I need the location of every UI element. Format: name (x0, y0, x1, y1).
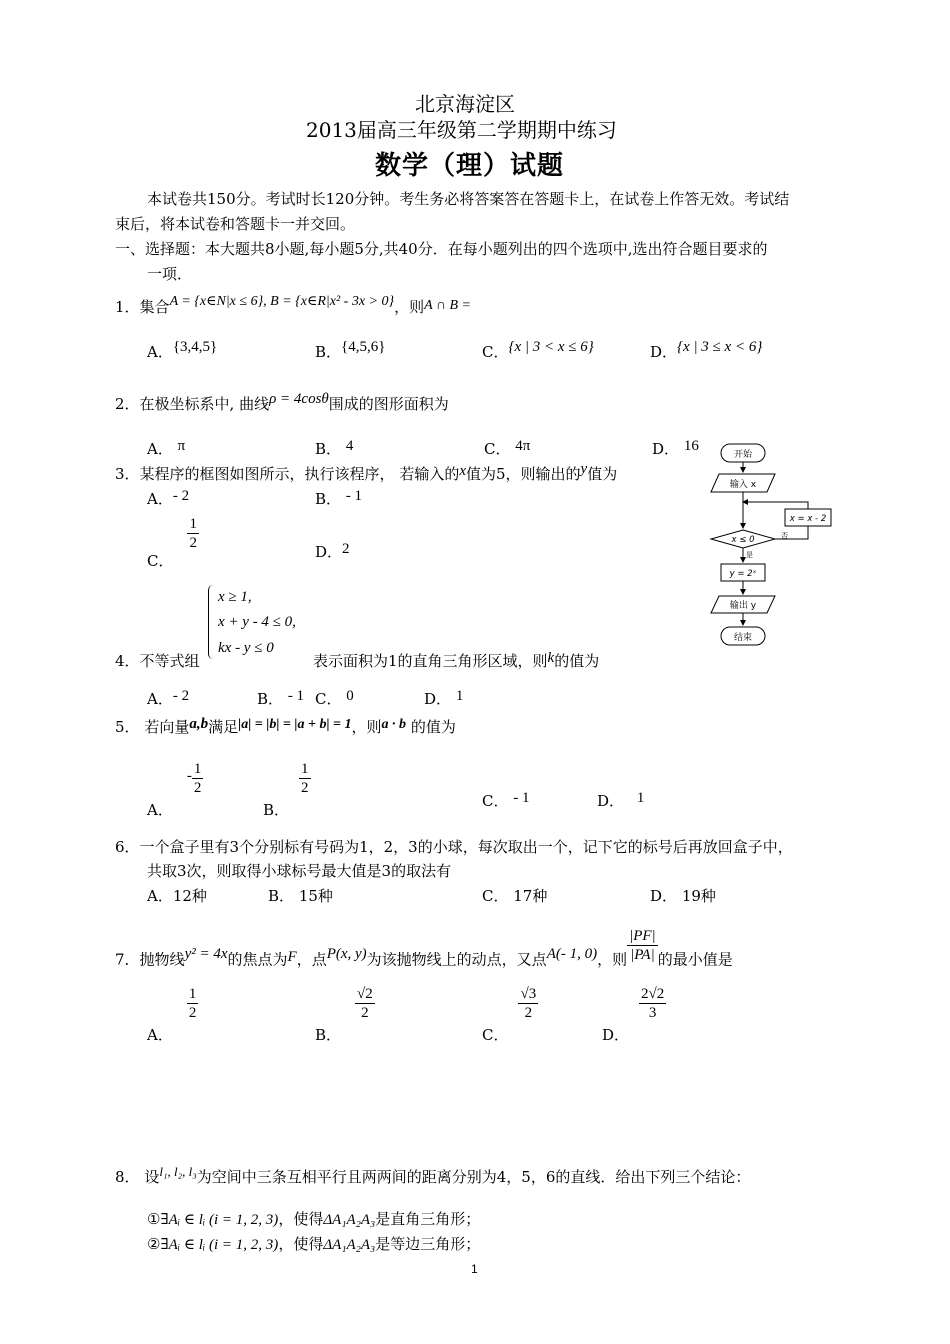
intro-line-2: 束后，将本试卷和答题卡一并交回。 (115, 215, 356, 233)
flowchart (705, 438, 835, 650)
q4-system-brace (208, 585, 213, 659)
q4-option-b: B． - 1 (257, 688, 305, 708)
q8-conclusion-1: ①∃Aᵢ ∈ lᵢ (i = 1, 2, 3)，使得ΔA₁A₂A₃是直角三角形； (147, 1210, 481, 1228)
q6-option-a: A．12种 (147, 887, 207, 905)
q2-option-a: A． π (147, 438, 186, 458)
q3-option-a: A．- 2 (147, 488, 190, 508)
q5-option-d: D． 1 (597, 790, 645, 810)
svg-text:x = x - 2: x = x - 2 (789, 514, 827, 524)
q6-option-b: B． 15种 (268, 887, 333, 905)
section-heading-2: 一项． (147, 265, 193, 283)
intro-line-1: 本试卷共150分。考试时长120分钟。考生务必将答案答在答题卡上，在试卷上作答无效。考试结 (147, 190, 790, 208)
q2-option-d: D． 16 (652, 438, 699, 458)
page-number: 1 (471, 1262, 478, 1276)
header-region: 北京海淀区 (415, 92, 515, 116)
q4-post: 表示面积为1的直角三角形区域，则k的值为 (313, 650, 600, 670)
question-5: 5． 若向量a,b满足|a| = |b| = |a + b| = 1，则a · b 的值为 (115, 716, 456, 736)
section-heading-1: 一、选择题：本大题共8小题,每小题5分,共40分．在每小题列出的四个选项中,选出符合题目要求的 (115, 240, 768, 258)
flowchart-end (721, 627, 765, 645)
q1-post: ，则 (394, 298, 425, 316)
question-7: 7．抛物线y² = 4x的焦点为F，点P(x, y)为该抛物线上的动点，又点A(- 1, 0)，则 $\frac{|PF|}{|PA|}$ 的最小值是 (115, 928, 733, 969)
q1-option-b: B．{4,5,6} (315, 339, 386, 361)
page-title: 数学（理）试题 (375, 151, 565, 181)
q5-option-a: A．- $\frac{1}{2}$ (147, 761, 202, 819)
question-6-line-2: 共取3次，则取得小球标号最大值是3的取法有 (147, 862, 452, 880)
svg-text:开始: 开始 (733, 450, 753, 460)
flowchart-condition (711, 530, 775, 548)
q1-number: 1． (115, 298, 140, 316)
flowchart-start (721, 444, 765, 462)
q6-option-d: D． 19种 (650, 887, 716, 905)
flowchart-input (711, 474, 775, 492)
svg-text:x ≤ 0: x ≤ 0 (731, 535, 755, 545)
q3-option-c: C． $\frac{1}{2}$ (147, 516, 197, 570)
flowchart-no-label: 否 (781, 532, 788, 540)
question-6: 6．一个盒子里有3个分别标有号码为1，2，3的小球，每次取出一个，记下它的标号后再放回盒子中， (115, 838, 793, 856)
question-8: 8． 设l₁, l₂, l₃为空间中三条互相平行且两两间的距离分别为4，5，6的直线．给出下列三个结论： (115, 1164, 751, 1186)
q4-sys-line-2: x + y - 4 ≤ 0, (218, 614, 296, 630)
question-1 (115, 294, 472, 318)
flowchart-output (711, 596, 775, 613)
q1-formula: A = {x∈N|x ≤ 6}, B = {x∈R|x² - 3x > 0} (169, 294, 395, 309)
q3-option-b: B． - 1 (315, 488, 363, 508)
flowchart-yes-label: 是 (746, 551, 753, 559)
svg-text:结束: 结束 (733, 633, 753, 643)
question-3: 3．某程序的框图如图所示，执行该程序， 若输入的x值为5，则输出的y值为 (115, 461, 618, 483)
q2-option-c: C． 4π (484, 438, 531, 458)
q5-option-b: B． $\frac{1}{2}$ (263, 761, 309, 819)
q4-option-a: A．- 2 (147, 688, 190, 708)
q4-option-c: C． 0 (315, 688, 354, 708)
q1-option-c: C．{x | 3 < x ≤ 6} (482, 339, 594, 361)
flowchart-calc (721, 564, 765, 581)
q4-sys-line-3: kx - y ≤ 0 (218, 640, 274, 656)
q3-option-d: D．2 (315, 541, 350, 561)
q7-option-a: A． $\frac{1}{2}$ (147, 986, 197, 1044)
q4-sys-line-1: x ≥ 1, (218, 589, 252, 605)
q1-option-a: A．{3,4,5} (147, 339, 218, 361)
q7-option-c: C． $\frac{√3}{2}$ (482, 986, 537, 1044)
svg-text:输出 y: 输出 y (729, 601, 757, 611)
q8-conclusion-2: ②∃Aᵢ ∈ lᵢ (i = 1, 2, 3)，使得ΔA₁A₂A₃是等边三角形； (147, 1235, 481, 1253)
q7-option-b: B． $\frac{√2}{2}$ (315, 986, 373, 1044)
q2-option-b: B． 4 (315, 438, 354, 458)
q6-option-c: C． 17种 (482, 887, 548, 905)
question-4: 4．不等式组 (115, 652, 200, 670)
q2-formula: ρ = 4cosθ (269, 391, 329, 407)
question-2: 2．在极坐标系中, 曲线ρ = 4cosθ围成的图形面积为 (115, 391, 449, 413)
q5-option-c: C． - 1 (482, 790, 530, 810)
q4-option-d: D． 1 (424, 688, 464, 708)
svg-text:输入 x: 输入 x (729, 480, 757, 490)
q7-option-d: D． $\frac{2√2}{3}$ (602, 986, 665, 1044)
header-exam-name: 2013届高三年级第二学期期中练习 (306, 118, 617, 142)
q1-pre: 集合 (139, 298, 170, 316)
flowchart-assign (785, 509, 831, 526)
q1-option-d: D．{x | 3 ≤ x < 6} (650, 339, 763, 361)
svg-text:y = 2ˣ: y = 2ˣ (729, 569, 757, 579)
q1-formula2: A ∩ B = (424, 298, 472, 313)
